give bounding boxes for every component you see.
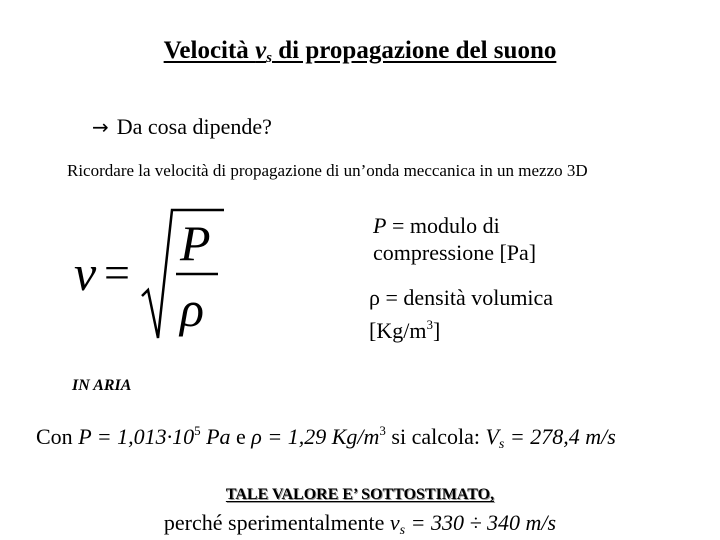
experimental-speed-value: = 330 ÷ 340 m/s — [405, 510, 557, 535]
calc-result-intro: si calcola: — [385, 424, 486, 449]
calc-pressure-unit: Pa — [200, 424, 231, 449]
experimental-speed-sub: s — [399, 523, 406, 538]
rho-unit-close: ] — [432, 318, 441, 343]
p-definition — [373, 212, 593, 266]
rho-definition — [369, 284, 609, 344]
air-calculation — [36, 424, 616, 452]
p-definition-text: = modulo di compressione [Pa] — [373, 213, 537, 265]
underestimate-warning: TALE VALORE E’ SOTTOSTIMATO, — [225, 486, 495, 503]
experimental-speed-var: v — [389, 510, 400, 535]
formula-equals: = — [104, 247, 130, 298]
title-text-start: Velocità — [163, 37, 256, 64]
title-text-end: di propagazione del suono — [272, 37, 557, 64]
title-symbol — [255, 37, 272, 64]
calc-pressure-exponent: 5 — [194, 423, 201, 438]
calc-and: e — [230, 424, 252, 449]
calc-density: ρ = 1,29 Kg/m — [251, 424, 380, 449]
formula-numerator: P — [180, 215, 211, 271]
question-text: Da cosa dipende? — [116, 114, 272, 139]
formula-lhs: v — [74, 245, 97, 301]
formula-denominator: ρ — [180, 281, 204, 337]
experimental-intro: perché sperimentalmente — [163, 510, 390, 535]
rho-unit-exponent: 3 — [426, 317, 433, 332]
calc-speed-value: = 278,4 m/s — [504, 424, 616, 449]
calc-speed-sub: s — [498, 437, 505, 452]
reminder-text: Ricordare la velocità di propagazione di un’onda meccanica in un mezzo 3D — [67, 161, 588, 180]
arrow-right-icon: → — [92, 115, 109, 139]
calc-intro: Con — [36, 424, 79, 449]
rho-symbol: ρ — [369, 285, 380, 310]
experimental-value — [0, 512, 720, 538]
calc-speed-var: V — [485, 424, 499, 449]
calc-pressure: P = 1,013·10 — [78, 424, 195, 449]
calc-density-exponent: 3 — [379, 423, 386, 438]
slide-title — [0, 38, 720, 66]
title-symbol-var: v — [255, 37, 267, 64]
sound-speed-formula — [68, 198, 238, 348]
question-bullet — [92, 116, 272, 138]
title-symbol-sub: s — [266, 50, 273, 66]
rho-definition-text: = densità volumica [Kg/m — [369, 285, 554, 343]
p-symbol: P — [373, 213, 387, 238]
in-air-label: IN ARIA — [72, 377, 132, 394]
